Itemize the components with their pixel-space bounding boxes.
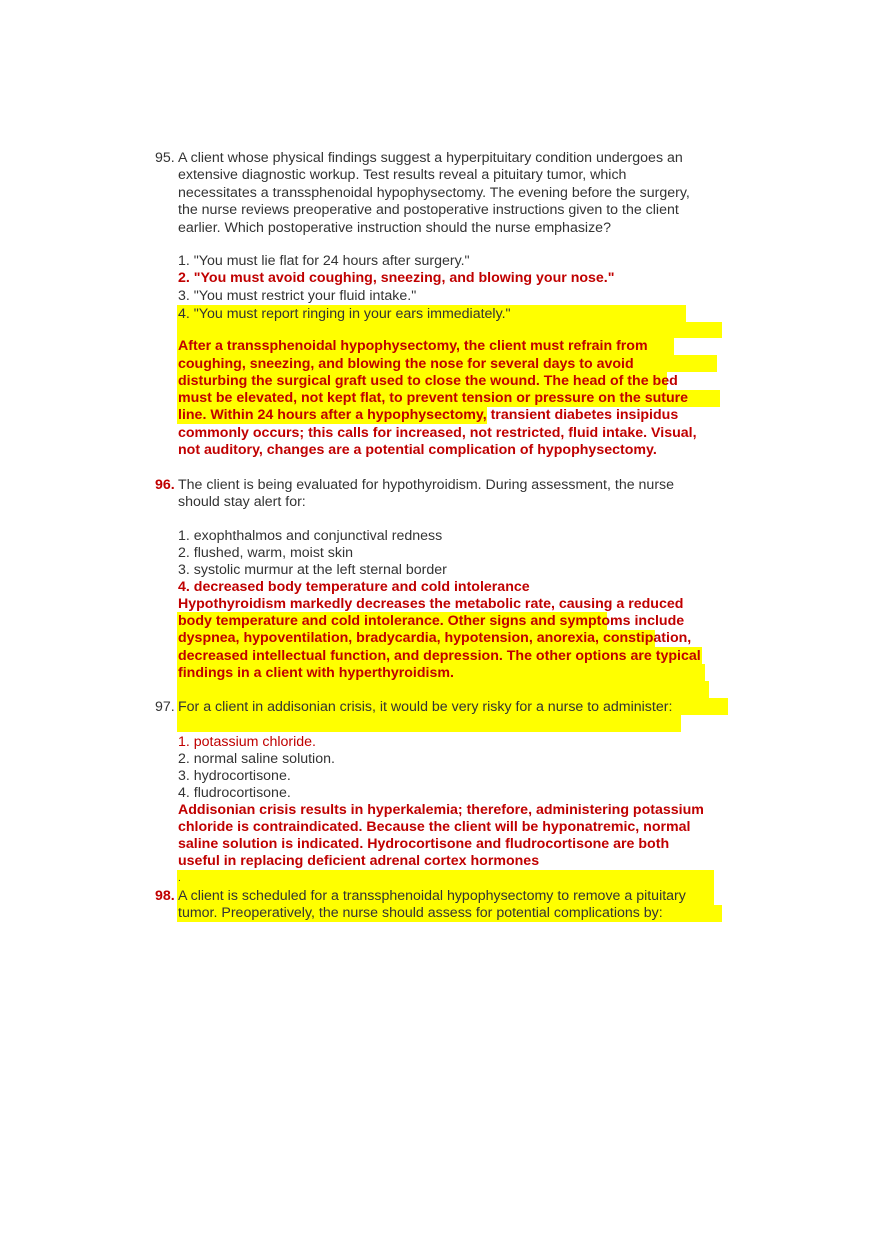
question-text: For a client in addisonian crisis, it would be very risky for a nurse to administer: — [178, 699, 673, 715]
option: 2. normal saline solution. — [178, 751, 335, 767]
question-text: The client is being evaluated for hypothyroidism. During assessment, the nurse — [178, 477, 675, 493]
question-text: extensive diagnostic workup. Test results reveal a pituitary tumor, which — [178, 167, 627, 183]
rationale: useful in replacing deficient adrenal cortex hormones — [178, 853, 540, 869]
question-number: 96. — [155, 477, 175, 493]
rationale: must be elevated, not kept flat, to prevent tension or pressure on the suture — [178, 390, 689, 406]
rationale: chloride is contraindicated. Because the client will be hyponatremic, normal — [178, 819, 691, 835]
question-text: should stay alert for: — [178, 494, 306, 510]
rationale: decreased intellectual function, and depression. The other options are typical — [178, 648, 701, 664]
highlight — [177, 715, 681, 732]
correct-option: 4. decreased body temperature and cold intolerance — [178, 579, 530, 595]
option: 4. "You must report ringing in your ears immediately." — [178, 306, 511, 322]
question-number: 95. — [155, 150, 175, 166]
question-text: A client whose physical findings suggest a hyperpituitary condition undergoes an — [178, 150, 683, 166]
highlight — [177, 681, 709, 698]
option: 3. hydrocortisone. — [178, 768, 291, 784]
rationale: disturbing the surgical graft used to close the wound. The head of the bed — [178, 373, 678, 389]
correct-option: 2. "You must avoid coughing, sneezing, and blowing your nose." — [178, 270, 615, 286]
rationale: commonly occurs; this calls for increased, not restricted, fluid intake. Visual, — [178, 425, 697, 441]
rationale: coughing, sneezing, and blowing the nose for several days to avoid — [178, 356, 634, 372]
option: 3. "You must restrict your fluid intake." — [178, 288, 417, 304]
highlight — [177, 322, 722, 338]
question-text: necessitates a transsphenoidal hypophysectomy. The evening before the surgery, — [178, 185, 690, 201]
question-text: A client is scheduled for a transsphenoidal hypophysectomy to remove a pituitary — [178, 888, 686, 904]
option: 1. exophthalmos and conjunctival redness — [178, 528, 443, 544]
stray-period: . — [178, 873, 181, 884]
question-text: the nurse reviews preoperative and postoperative instructions given to the client — [178, 202, 679, 218]
rationale: Hypothyroidism markedly decreases the metabolic rate, causing a reduced — [178, 596, 684, 612]
option: 2. flushed, warm, moist skin — [178, 545, 354, 561]
rationale: dyspnea, hypoventilation, bradycardia, hypotension, anorexia, constipation, — [178, 630, 692, 646]
rationale: Addisonian crisis results in hyperkalemia; therefore, administering potassium — [178, 802, 704, 818]
rationale: saline solution is indicated. Hydrocortisone and fludrocortisone are both — [178, 836, 670, 852]
question-number: 97. — [155, 699, 175, 715]
rationale: After a transsphenoidal hypophysectomy, the client must refrain from — [178, 338, 648, 354]
option: 1. "You must lie flat for 24 hours after surgery." — [178, 253, 470, 269]
option: 3. systolic murmur at the left sternal border — [178, 562, 447, 578]
rationale: body temperature and cold intolerance. Other signs and symptoms include — [178, 613, 685, 629]
option: 4. fludrocortisone. — [178, 785, 291, 801]
question-text: earlier. Which postoperative instruction should the nurse emphasize? — [178, 220, 611, 236]
question-text: tumor. Preoperatively, the nurse should assess for potential complications by: — [178, 905, 663, 921]
rationale: line. Within 24 hours after a hypophysectomy, transient diabetes insipidus — [178, 407, 679, 423]
rationale: not auditory, changes are a potential complication of hypophysectomy. — [178, 442, 657, 458]
rationale: findings in a client with hyperthyroidism. — [178, 665, 454, 681]
correct-option: 1. potassium chloride. — [178, 734, 317, 750]
question-number: 98. — [155, 888, 175, 904]
